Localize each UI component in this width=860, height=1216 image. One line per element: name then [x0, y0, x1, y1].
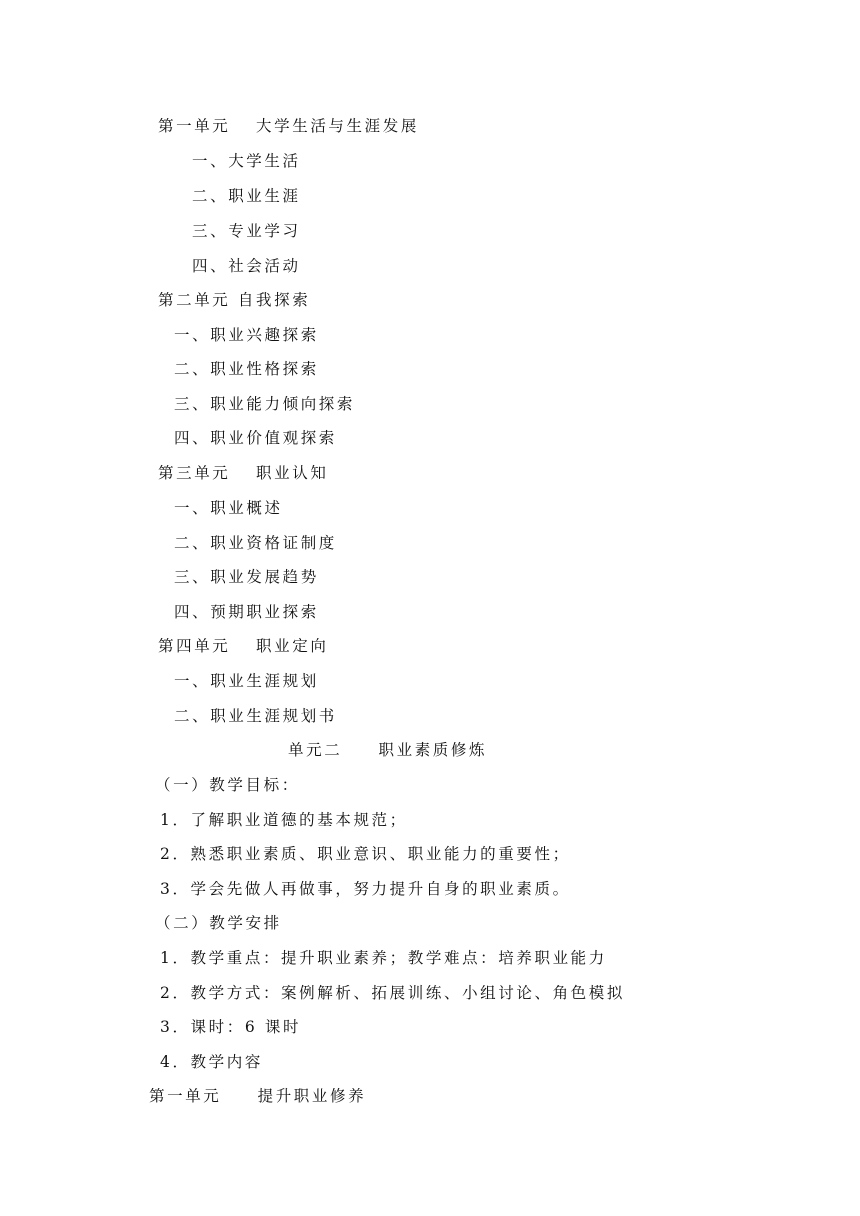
- arrangement-title: （二）教学安排: [155, 914, 282, 932]
- section-heading: 单元二 职业素质修炼: [288, 741, 488, 759]
- unit1-title: 第一单元 大学生活与生涯发展: [158, 117, 419, 135]
- objective-item-1: 1．了解职业道德的基本规范；: [160, 811, 408, 829]
- unit1-item-1: 一、大学生活: [192, 152, 301, 170]
- objective-item-2: 2．熟悉职业素质、职业意识、职业能力的重要性；: [160, 845, 571, 863]
- unit1-item-2: 二、职业生涯: [192, 187, 301, 205]
- unit4-item-2: 二、职业生涯规划书: [174, 707, 337, 725]
- objectives-title: （一）教学目标：: [155, 776, 300, 794]
- unit3-item-1: 一、职业概述: [174, 499, 283, 517]
- part2-unit1-title: 第一单元 提升职业修养: [149, 1087, 367, 1105]
- unit2-title: 第二单元 自我探索: [158, 291, 311, 309]
- arrangement-item-4: 4．教学内容: [160, 1053, 263, 1071]
- unit1-item-4: 四、社会活动: [192, 257, 301, 275]
- unit1-item-3: 三、专业学习: [192, 222, 301, 240]
- unit4-title: 第四单元 职业定向: [158, 637, 329, 655]
- unit3-title: 第三单元 职业认知: [158, 464, 329, 482]
- unit2-item-4: 四、职业价值观探索: [174, 429, 337, 447]
- arrangement-item-3: 3．课时：6 课时: [160, 1018, 302, 1036]
- unit2-item-1: 一、职业兴趣探索: [174, 326, 319, 344]
- unit3-item-4: 四、预期职业探索: [174, 603, 319, 621]
- unit3-item-2: 二、职业资格证制度: [174, 534, 337, 552]
- unit2-item-2: 二、职业性格探索: [174, 360, 319, 378]
- arrangement-item-1: 1．教学重点：提升职业素养；教学难点：培养职业能力: [160, 949, 607, 967]
- unit4-item-1: 一、职业生涯规划: [174, 672, 319, 690]
- arrangement-item-2: 2．教学方式：案例解析、拓展训练、小组讨论、角色模拟: [160, 984, 625, 1002]
- unit3-item-3: 三、职业发展趋势: [174, 568, 319, 586]
- objective-item-3: 3．学会先做人再做事，努力提升自身的职业素质。: [160, 880, 571, 898]
- unit2-item-3: 三、职业能力倾向探索: [174, 395, 356, 413]
